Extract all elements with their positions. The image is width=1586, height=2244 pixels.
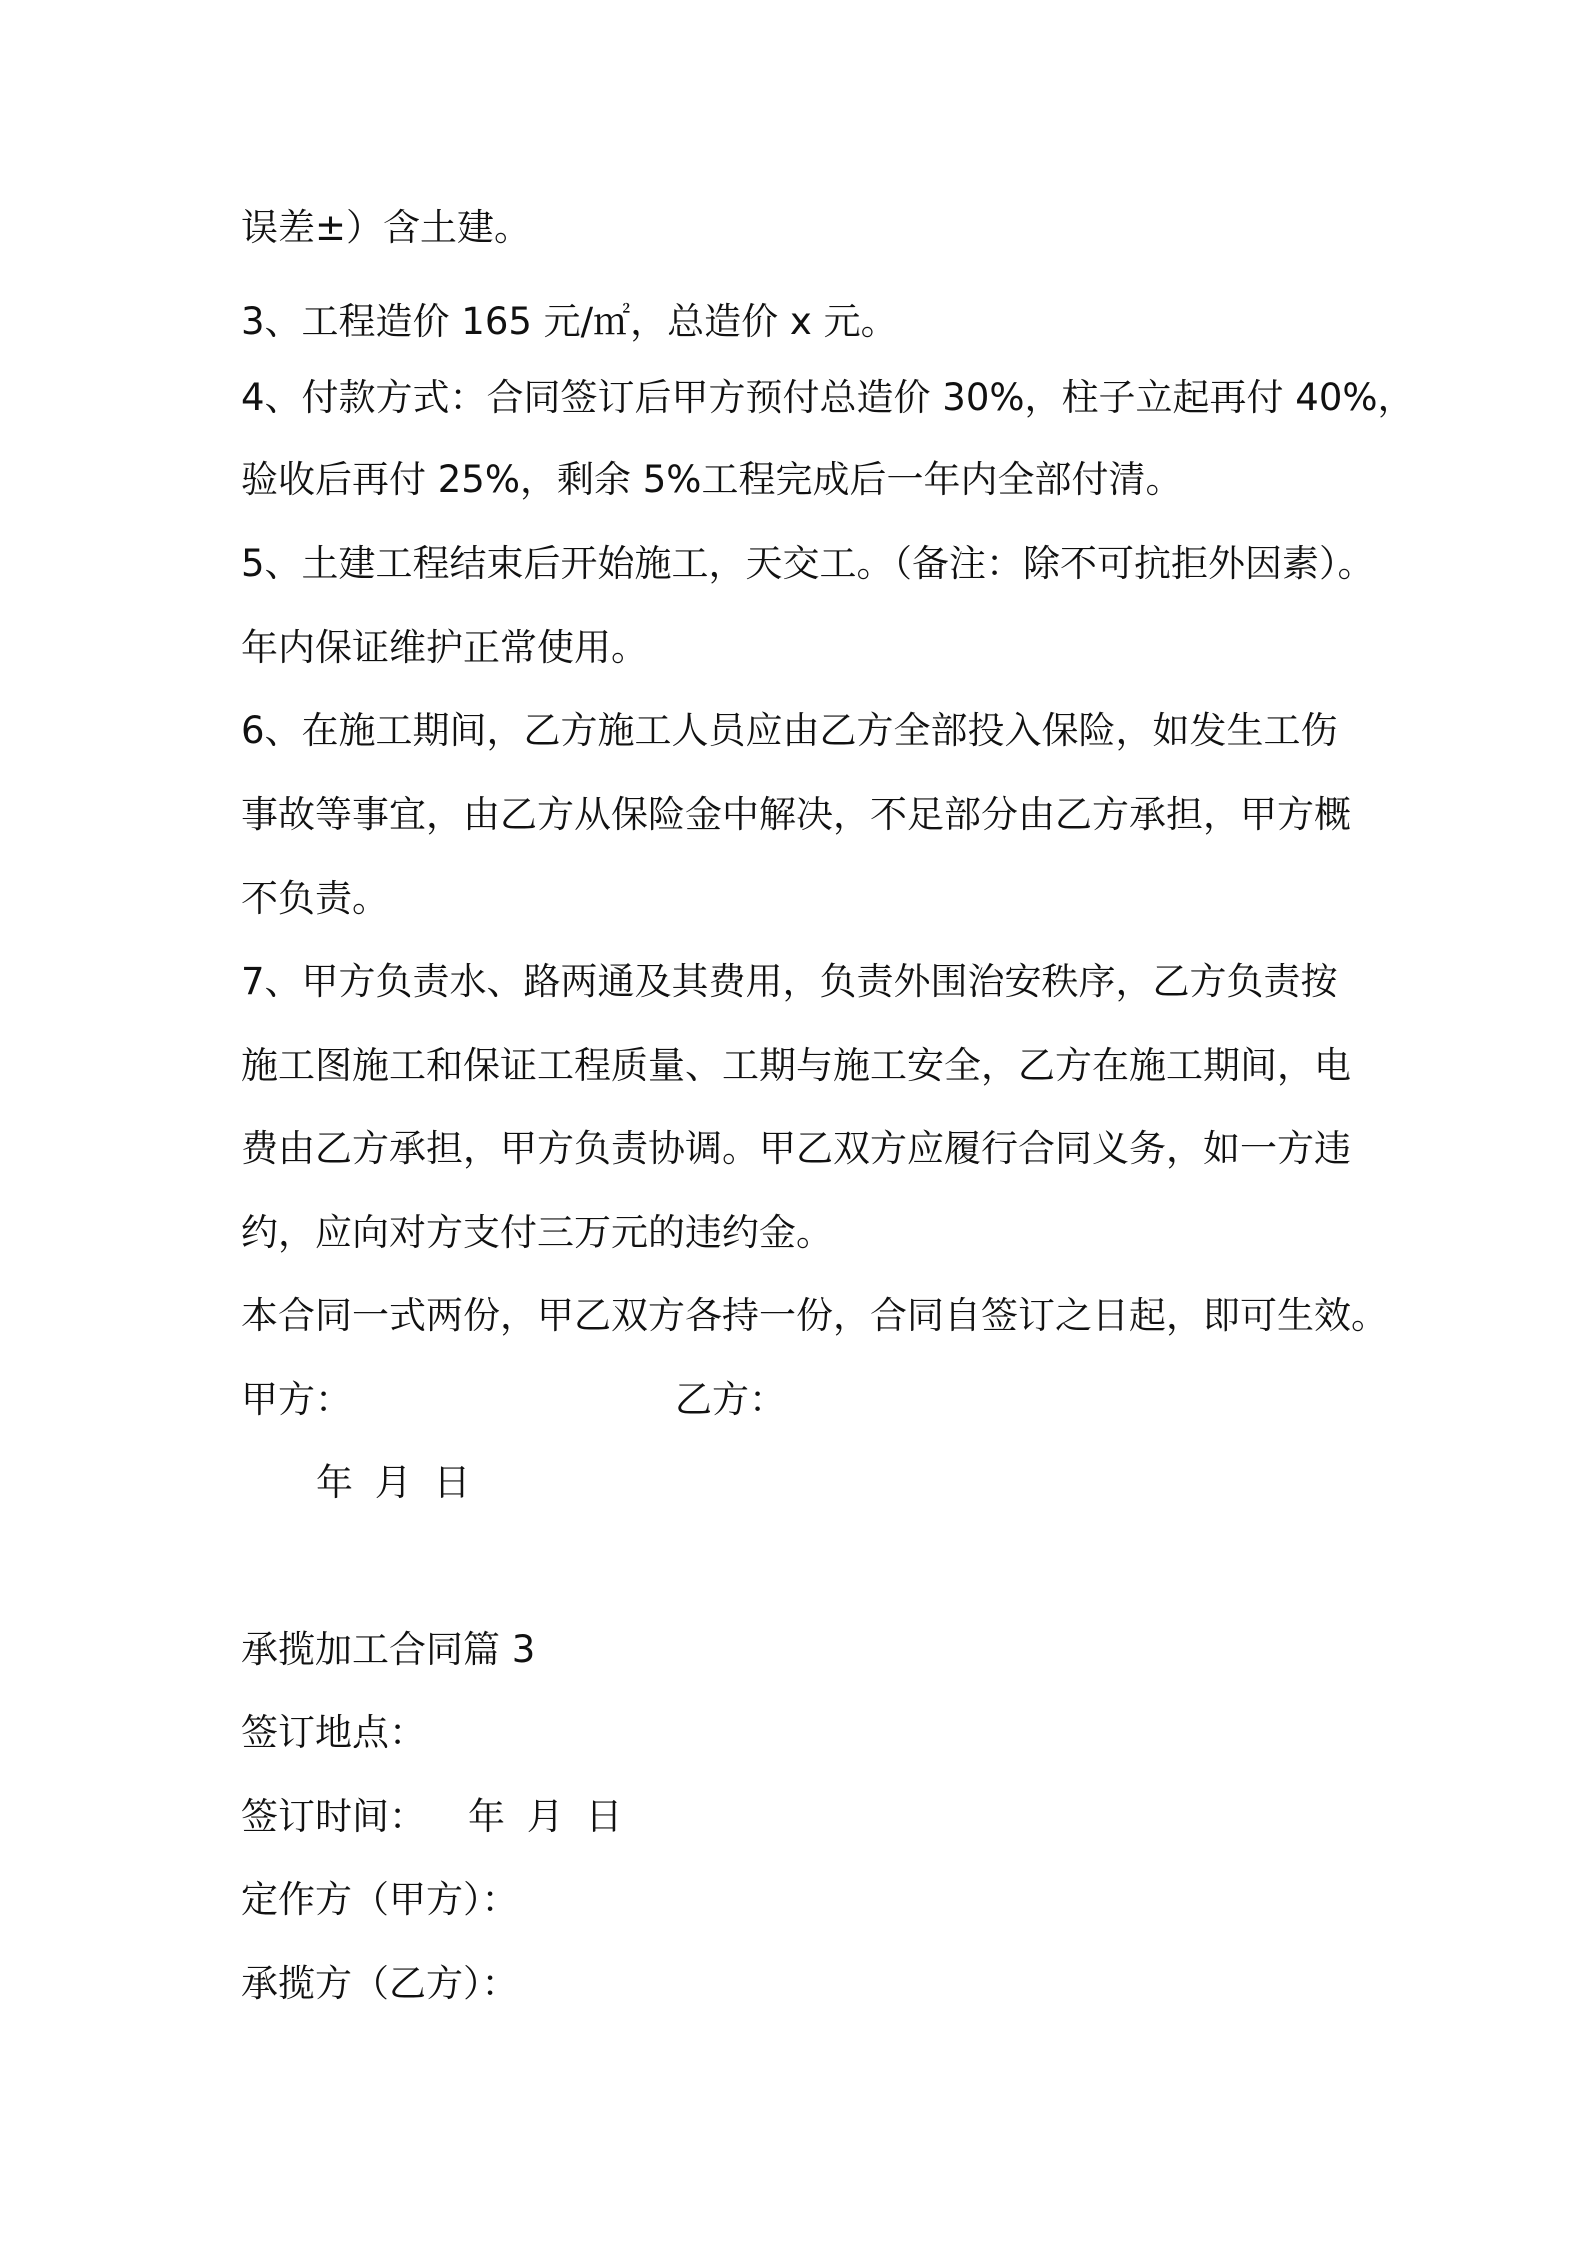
orderer-party-a-field: 定作方（甲方）：: [241, 1878, 519, 1921]
clause-7-responsibilities: 7、甲方负责水、路两通及其费用，负责外围治安秩序，乙方负责按: [241, 960, 1338, 1003]
clause-6-insurance-end: 不负责。: [241, 877, 389, 920]
contractor-party-b-field: 承揽方（乙方）：: [241, 1962, 519, 2005]
sign-place-field: 签订地点：: [241, 1711, 426, 1754]
clause-5-maintenance: 年内保证维护正常使用。: [241, 626, 648, 669]
contract-copies-clause: 本合同一式两份，甲乙双方各持一份，合同自签订之日起，即可生效。: [241, 1294, 1388, 1337]
clause-7-responsibilities-cont2: 费由乙方承担，甲方负责协调。甲乙双方应履行合同义务，如一方违: [241, 1127, 1351, 1170]
clause-5-schedule: 5、土建工程结束后开始施工，天交工。（备注：除不可抗拒外因素）。: [241, 542, 1375, 585]
section-3-title: 承揽加工合同篇 3: [241, 1628, 536, 1671]
signature-date: 年 月 日: [316, 1461, 471, 1504]
clause-7-responsibilities-cont: 施工图施工和保证工程质量、工期与施工安全，乙方在施工期间，电: [241, 1044, 1351, 1087]
clause-4-payment: 4、付款方式：合同签订后甲方预付总造价 30%，柱子立起再付 40%，: [241, 376, 1415, 419]
clause-4-payment-cont: 验收后再付 25%，剩余 5%工程完成后一年内全部付清。: [241, 458, 1183, 501]
sign-time-value: 年 月 日: [468, 1795, 623, 1838]
signature-party-b: 乙方：: [675, 1378, 786, 1421]
clause-3-cost: 3、工程造价 165 元/㎡，总造价 x 元。: [241, 300, 898, 343]
clause-6-insurance: 6、在施工期间，乙方施工人员应由乙方全部投入保险，如发生工伤: [241, 709, 1338, 752]
sign-time-label: 签订时间：: [241, 1795, 426, 1838]
signature-party-a: 甲方：: [241, 1378, 352, 1421]
clause-text-line: 误差±）含土建。: [241, 206, 532, 249]
clause-7-penalty: 约，应向对方支付三万元的违约金。: [241, 1211, 833, 1254]
clause-6-insurance-cont: 事故等事宜，由乙方从保险金中解决，不足部分由乙方承担，甲方概: [241, 793, 1351, 836]
